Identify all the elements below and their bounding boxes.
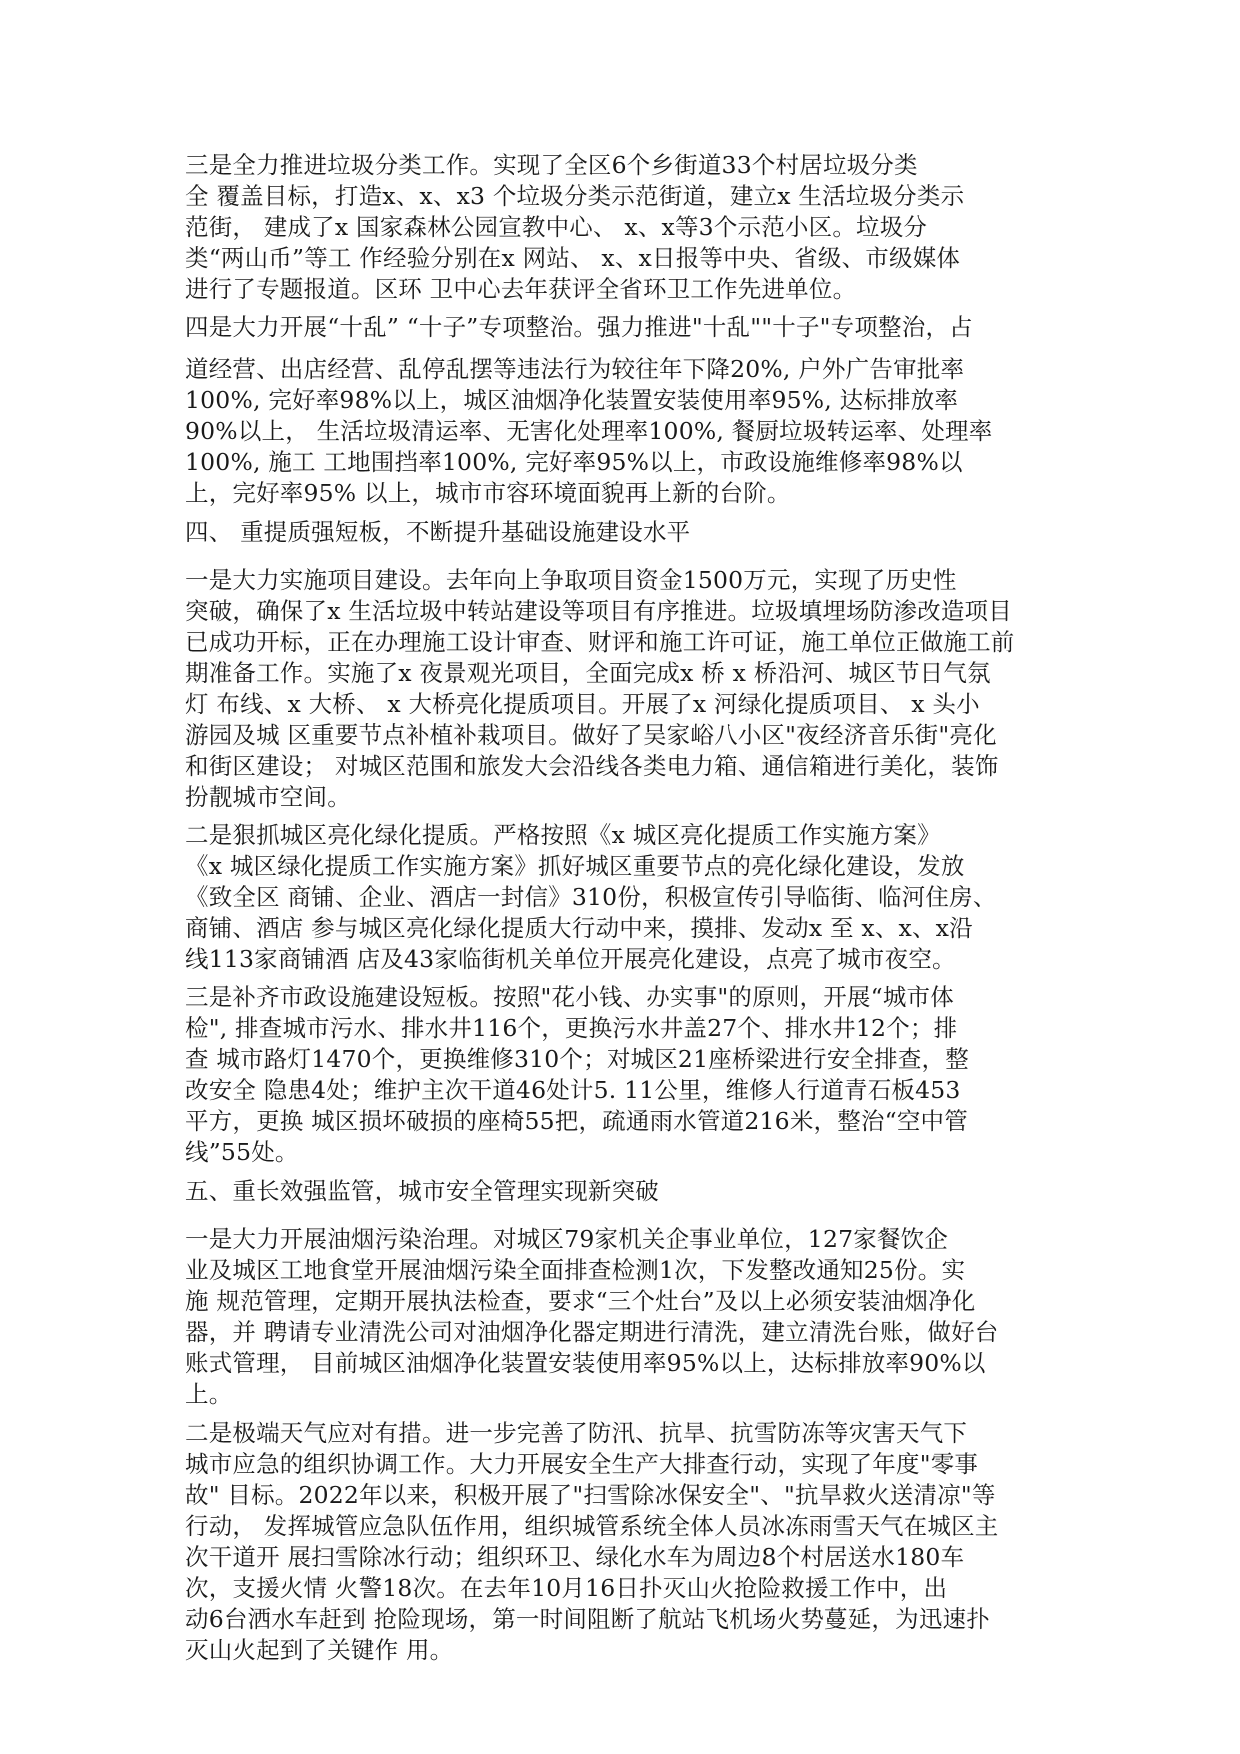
- paragraph-garbage-classification: 三是全力推进垃圾分类工作。实现了全区6个乡街道33个村居垃圾分类 全 覆盖目标，打造x、x、x3 个垃圾分类示范街道，建立x 生活垃圾分类示 范街， 建成了x 国家森林公园宣教中心、 x、x等3个示范小区。垃圾分 类“两山币”等工 作经验分别在x 网站、 x、x日报等中央、省级、市级媒体 进行了专题报道。区环 卫中心去年获评全省环卫工作先进单位。: [185, 151, 965, 303]
- paragraph-project-construction: 一是大力实施项目建设。去年向上争取项目资金1500万元，实现了历史性 突破，确保了x 生活垃圾中转站建设等项目有序推进。垃圾填埋场防渗改造项目 已成功开标，正在办理施工设计审查、财评和施工许可证，施工单位正做施工前 期准备工作。实施了x 夜景观光项目，全面完成x 桥 x 桥沿河、城区节日气氛 灯 布线、x 大桥、 x 大桥亮化提质项目。开展了x 河绿化提质项目、 x 头小 游园及城 区重要节点补植补栽项目。做好了吴家峪八小区"夜经济音乐街"亮化 和街区建设； 对城区范围和旅发大会沿线各类电力箱、通信箱进行美化，装饰 扮靓城市空间。: [185, 566, 1015, 811]
- paragraph-oil-fume-control: 一是大力开展油烟污染治理。对城区79家机关企事业单位，127家餐饮企 业及城区工地食堂开展油烟污染全面排查检测1次，下发整改通知25份。实 施 规范管理，定期开展执法检查，要求“三个灶台”及以上必须安装油烟净化 器，并 聘请专业清洗公司对油烟净化器定期进行清洗，建立清洗台账，做好台 账式管理， 目前城区油烟净化装置安装使用率95%以上，达标排放率90%以 上。: [185, 1225, 999, 1408]
- paragraph-lighting-greening: 二是狠抓城区亮化绿化提质。严格按照《x 城区亮化提质工作实施方案》 《x 城区绿化提质工作实施方案》抓好城区重要节点的亮化绿化建设，发放 《致全区 商铺、企业、酒店一封信》310份，积极宣传引导临街、临河住房、 商铺、酒店 参与城区亮化绿化提质大行动中来，摸排、发动x 至 x、x、x沿 线113家商铺酒 店及43家临街机关单位开展亮化建设，点亮了城市夜空。: [185, 821, 997, 973]
- section-heading-5: 五、重长效强监管，城市安全管理实现新突破: [185, 1177, 659, 1205]
- paragraph-rectification-results: 道经营、出店经营、乱停乱摆等违法行为较往年下降20%, 户外广告审批率 100%, 完好率98%以上，城区油烟净化装置安装使用率95%, 达标排放率 90%以上， 生活垃圾清运率、无害化处理率100%, 餐厨垃圾转运率、处理率 100%, 施工 工地围挡率100%, 完好率95%以上，市政设施维修率98%以 上，完好率95% 以上，城市市容环境面貌再上新的台阶。: [185, 355, 993, 507]
- section-heading-4: 四、 重提质强短板，不断提升基础设施建设水平: [185, 518, 691, 546]
- paragraph-municipal-facilities: 三是补齐市政设施建设短板。按照"花小钱、办实事"的原则，开展“城市体 检", 排查城市污水、排水井116个，更换污水井盖27个、排水井12个；排 查 城市路灯1470个，更换维修310个；对城区21座桥梁进行安全排查，整 改安全 隐患4处；维护主次干道46处计5. 11公里，维修人行道青石板453 平方，更换 城区损坏破损的座椅55把，疏通雨水管道216米，整治“空中管 线”55处。: [185, 983, 969, 1166]
- paragraph-special-rectification: 四是大力开展“十乱” “十子”专项整治。强力推进"十乱""十子"专项整治，占: [185, 313, 973, 341]
- paragraph-extreme-weather: 二是极端天气应对有措。进一步完善了防汛、抗旱、抗雪防冻等灾害天气下 城市应急的组织协调工作。大力开展安全生产大排查行动，实现了年度"零事 故" 目标。2022年以来，积极开展了"扫雪除冰保安全"、"抗旱救火送清凉"等 行动， 发挥城管应急队伍作用，组织城管系统全体人员冰冻雨雪天气在城区主 次干道开 展扫雪除冰行动；组织环卫、绿化水车为周边8个村居送水180车 次，支援火情 火警18次。在去年10月16日扑灭山火抢险救援工作中，出 动6台洒水车赶到 抢险现场，第一时间阻断了航站飞机场火势蔓延，为迅速扑 灭山火起到了关键作 用。: [185, 1419, 999, 1664]
